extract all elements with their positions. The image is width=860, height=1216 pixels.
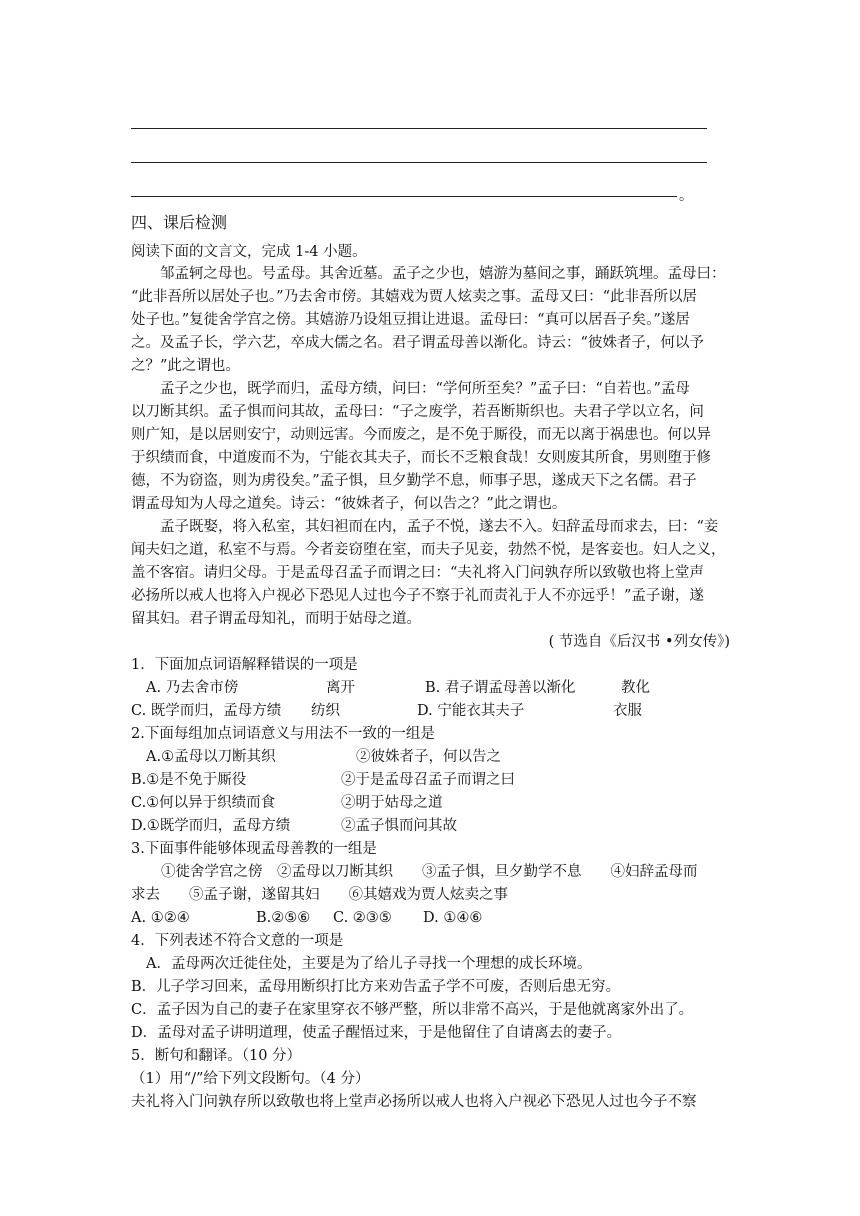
question-2-option-d-2: ②孟子惧而问其故 [341, 818, 457, 834]
reading-instruction: 阅读下面的文言文，完成 1-4 小题。 [131, 244, 367, 260]
passage-line: 德，不为窃盗，则为虏役矣。”孟子惧，旦夕勤学不息，师事子思，遂成天下之名儒。君子 [131, 473, 697, 489]
answer-line-3[interactable] [131, 196, 677, 197]
question-3-option-a: A. ①②④ [131, 910, 190, 926]
passage-line: 邹孟轲之母也。号孟母。其舍近墓。孟子之少也，嬉游为墓间之事，踊跃筑埋。孟母曰： [131, 266, 726, 282]
passage-line: 之。及孟子长，学六艺，卒成大儒之名。君子谓孟母善以渐化。诗云：“彼姝者子，何以予 [131, 335, 704, 351]
question-2-option-c-2: ②明于姑母之道 [341, 795, 443, 811]
question-5-stem: 5．断句和翻译。（10 分） [131, 1048, 302, 1064]
question-3-option-d: D. ①④⑥ [423, 910, 483, 926]
question-2-option-c-1: C.①何以异于织绩而食 [131, 795, 276, 811]
section-heading: 四、课后检测 [131, 213, 228, 232]
question-2-option-a-2: ②彼姝者子，何以告之 [356, 749, 501, 765]
answer-end-mark: 。 [679, 188, 693, 204]
question-4-option-c: C．孟子因为自己的妻子在家里穿衣不够严整，所以非常不高兴，于是他就离家外出了。 [131, 1002, 694, 1018]
passage-source: ( 节选自《后汉书 •列女传》) [548, 634, 730, 650]
question-4-option-d: D．孟母对孟子讲明道理，使孟子醒悟过来，于是他留住了自请离去的妻子。 [131, 1025, 622, 1041]
passage-line: 则广知，是以居则安宁，动则远害。今而废之，是不免于厮役，而无以离于祸患也。何以异 [131, 427, 711, 443]
passage-line: 之？”此之谓也。 [131, 358, 240, 374]
passage-line: 处子也。”复徙舍学宫之傍。其嬉游乃设俎豆揖让进退。孟母曰：“真可以居吾子矣。”遂居 [131, 312, 690, 328]
passage-line: 孟子既娶，将入私室，其妇袒而在内，孟子不悦，遂去不入。妇辞孟母而求去，曰：“妾 [131, 519, 719, 535]
question-4-stem: 4．下列表述不符合文意的一项是 [131, 933, 344, 949]
passage-line: 谓孟母知为人母之道矣。诗云：“彼姝者子，何以告之？”此之谓也。 [131, 496, 567, 512]
question-3-items-line-1: ①徙舍学宫之傍 ②孟母以刀断其织 ③孟子惧，旦夕勤学不息 ④妇辞孟母而 [161, 864, 698, 880]
question-2-option-b-1: B.①是不免于厮役 [131, 772, 247, 788]
answer-line-1[interactable] [131, 128, 707, 129]
answer-line-2[interactable] [131, 162, 707, 163]
question-1-option-a-gloss: 离开 [326, 680, 355, 696]
question-1-option-d: D. 宁能衣其夫子 [417, 703, 525, 719]
passage-line: 闻夫妇之道，私室不与焉。今者妾窃堕在室，而夫子见妾，勃然不悦，是客妾也。妇人之义， [131, 542, 726, 558]
question-4-option-a: A．孟母两次迁徙住处，主要是为了给儿子寻找一个理想的成长环境。 [146, 956, 592, 972]
question-3-stem: 3.下面事件能够体现孟母善教的一组是 [131, 841, 377, 857]
question-2-stem: 2.下面每组加点词语意义与用法不一致的一组是 [131, 726, 435, 742]
question-4-option-b: B．儿子学习回来，孟母用断织打比方来劝告孟子学不可废，否则后患无穷。 [131, 979, 621, 995]
question-1-option-c: C. 既学而归，孟母方绩 [131, 703, 282, 719]
passage-line: “此非吾所以居处子也。”乃去舍市傍。其嬉戏为贾人炫卖之事。孟母又曰：“此非吾所以居 [131, 289, 697, 305]
passage-line: 孟子之少也，既学而归，孟母方绩，问曰：“学何所至矣？”孟子曰：“自若也。”孟母 [131, 381, 690, 397]
passage-line: 盖不客宿。请归父母。于是孟母召孟子而谓之曰：“夫礼将入门问孰存所以致敬也将上堂声 [131, 565, 704, 581]
question-2-option-d-1: D.①既学而归，孟母方绩 [131, 818, 291, 834]
question-2-option-a-1: A.①孟母以刀断其织 [146, 749, 276, 765]
passage-line: 留其妇。君子谓孟母知礼，而明于姑母之道。 [131, 611, 421, 627]
question-3-option-c: C. ②③⑤ [333, 910, 392, 926]
question-1-option-b-gloss: 教化 [621, 680, 650, 696]
question-1-option-c-gloss: 纺织 [311, 703, 340, 719]
question-2-option-b-2: ②于是孟母召孟子而谓之曰 [341, 772, 515, 788]
passage-line: 必扬所以戒人也将入户视必下恐见人过也今子不察于礼而责礼于人不亦远乎！”孟子谢，遂 [131, 588, 704, 604]
question-3-option-b: B.②⑤⑥ [256, 910, 311, 926]
question-1-option-a: A. 乃去舍市傍 [146, 680, 239, 696]
passage-line: 以刀断其织。孟子惧而问其故，孟母曰：“子之废学，若吾断斯织也。夫君子学以立名，问 [131, 404, 704, 420]
passage-line: 于织绩而食，中道废而不为，宁能衣其夫子，而长不乏粮食哉！女则废其所食，男则堕于修 [131, 450, 711, 466]
question-1-option-d-gloss: 衣服 [613, 703, 642, 719]
question-3-items-line-2: 求去 ⑤孟子谢，遂留其妇 ⑥其嬉戏为贾人炫卖之事 [131, 887, 508, 903]
question-5-text: 夫礼将入门问孰存所以致敬也将上堂声必扬所以戒人也将入户视必下恐见人过也今子不察 [131, 1094, 697, 1110]
question-5-subquestion-1: （1）用“/”给下列文段断句。（4 分） [131, 1071, 370, 1087]
question-1-stem: 1．下面加点词语解释错误的一项是 [131, 657, 358, 673]
question-1-option-b: B. 君子谓孟母善以渐化 [425, 680, 576, 696]
